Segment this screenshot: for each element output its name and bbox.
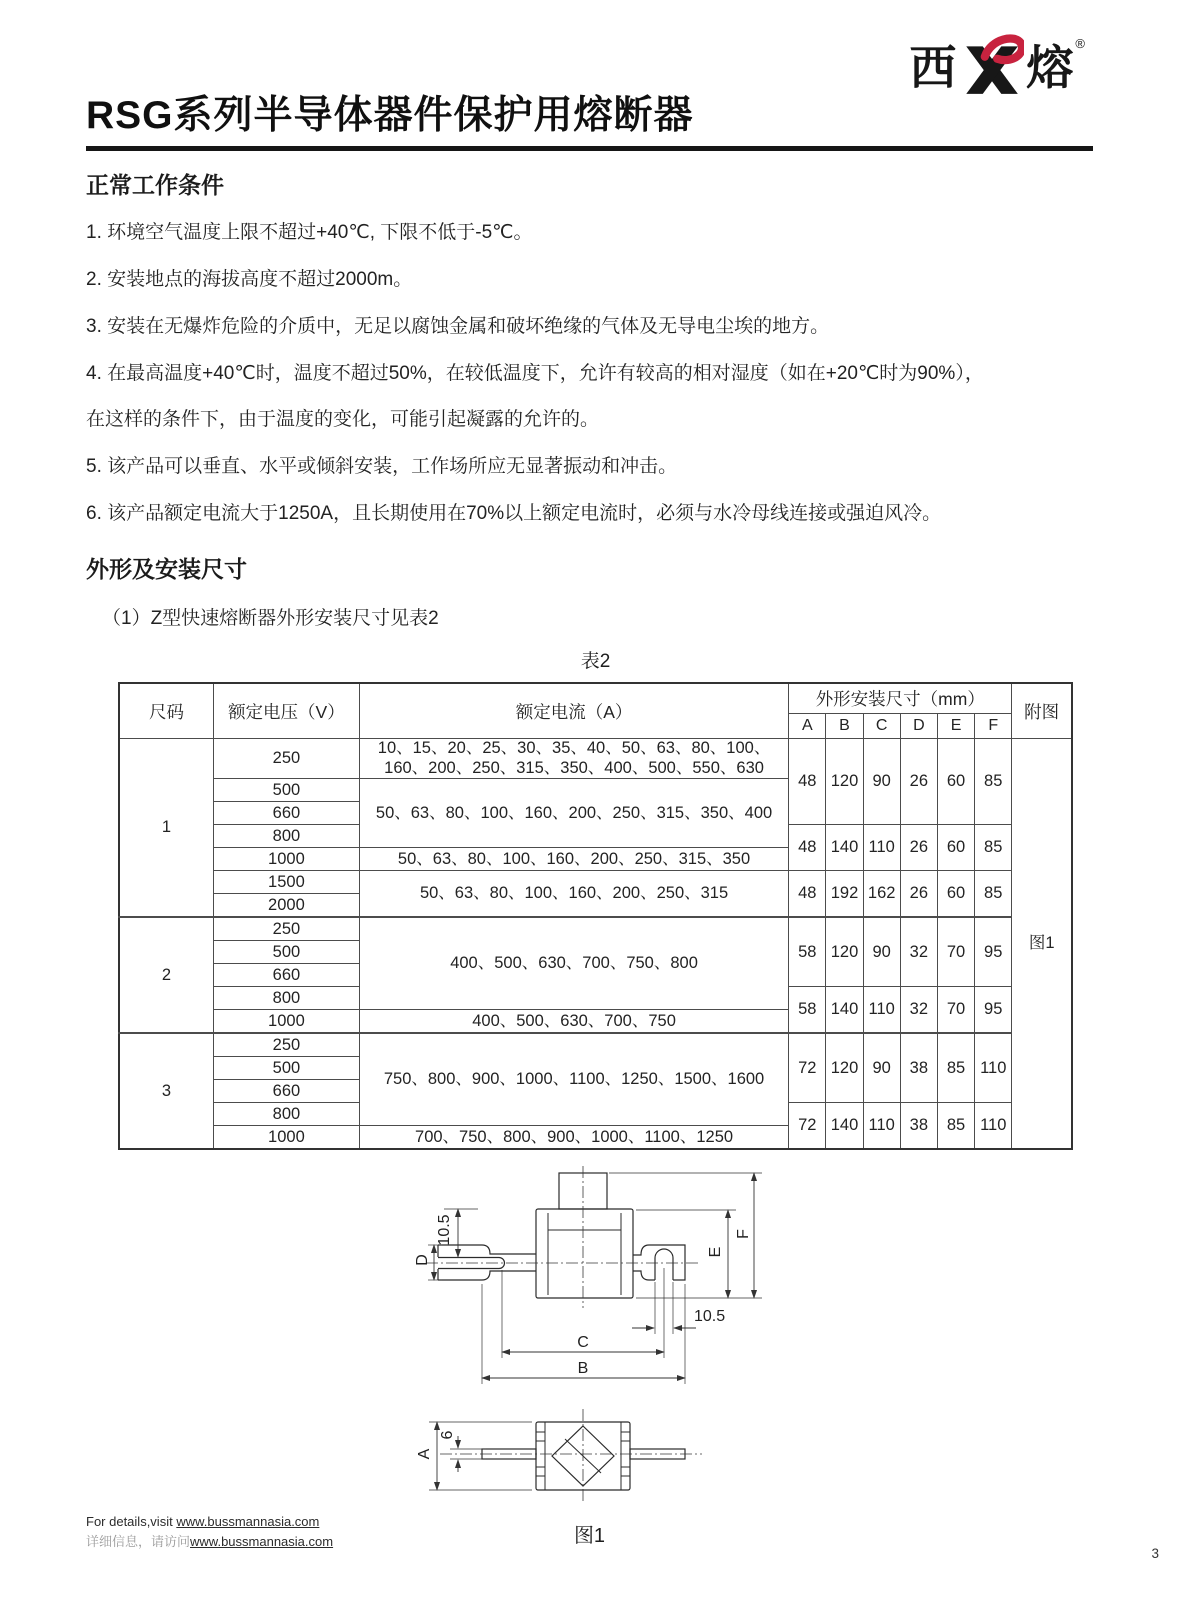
voltage-cell: 1000 <box>213 848 359 871</box>
dim-cell: 90 <box>863 917 900 987</box>
footer-en-text: For details,visit <box>86 1514 177 1529</box>
col-header-size: 尺码 <box>119 683 213 739</box>
dim-label-d: D <box>414 1254 431 1267</box>
dimension-spec-table <box>118 682 1073 1150</box>
dim-cell: 120 <box>826 1033 863 1103</box>
footer-url-cn[interactable]: www.bussmannasia.com <box>190 1534 334 1550</box>
logo-char-xi: 西 <box>909 40 957 94</box>
current-cell: 400、500、630、700、750、800 <box>359 917 788 1010</box>
dim-cell: 140 <box>826 1103 863 1150</box>
condition-item: 1. 环境空气温度上限不超过+40℃, 下限不低于-5℃。 <box>86 222 533 244</box>
dim-cell: 48 <box>789 739 826 825</box>
dim-cell: 26 <box>900 825 937 871</box>
col-header-current: 额定电流（A） <box>359 683 788 739</box>
dim-cell: 38 <box>900 1033 937 1103</box>
table-caption: 表2 <box>580 651 611 673</box>
footer-url-en[interactable]: www.bussmannasia.com <box>176 1514 320 1529</box>
dim-cell: 60 <box>937 825 974 871</box>
figure1-drawing <box>415 1160 765 1510</box>
voltage-cell: 660 <box>213 802 359 825</box>
condition-item: 2. 安装地点的海拔高度不超过2000m。 <box>86 269 413 291</box>
table2-wrapper <box>118 646 1073 1150</box>
dim-cell: 110 <box>863 1103 900 1150</box>
dim-cell: 140 <box>826 987 863 1034</box>
logo-xr-icon <box>958 34 1024 100</box>
dim-cell: 48 <box>789 825 826 871</box>
dim-cell: 72 <box>789 1033 826 1103</box>
dim-cell: 140 <box>826 825 863 871</box>
figure-caption: 图1 <box>573 1525 606 1548</box>
dim-label-6: 6 <box>438 1430 456 1440</box>
dim-label-b: B <box>577 1360 588 1378</box>
figure1-container <box>415 1160 765 1548</box>
dim-cell: 26 <box>900 871 937 918</box>
voltage-cell: 1000 <box>213 1126 359 1150</box>
current-cell: 750、800、900、1000、1100、1250、1500、1600 <box>359 1033 788 1126</box>
col-header-dims: 外形安装尺寸（mm） <box>789 683 1012 714</box>
voltage-cell: 500 <box>213 1057 359 1080</box>
dim-label-a: A <box>415 1448 433 1460</box>
dim-cell: 58 <box>789 987 826 1034</box>
dim-cell: 60 <box>937 871 974 918</box>
figure-ref-cell: 图1 <box>1012 739 1072 1149</box>
dim-cell: 38 <box>900 1103 937 1150</box>
dim-cell: 110 <box>975 1033 1012 1103</box>
dim-label-c: C <box>576 1334 589 1352</box>
size-code-cell: 1 <box>119 739 213 917</box>
col-header-voltage: 额定电压（V） <box>213 683 359 739</box>
dim-cell: 70 <box>937 987 974 1034</box>
col-header-figure: 附图 <box>1012 683 1072 739</box>
dim-label-10-5-left: 10.5 <box>435 1214 453 1246</box>
condition-item: 在这样的条件下，由于温度的变化，可能引起凝露的允许的。 <box>86 409 600 431</box>
voltage-cell: 800 <box>213 987 359 1010</box>
dim-cell: 85 <box>975 825 1012 871</box>
dim-cell: 110 <box>863 987 900 1034</box>
dim-cell: 85 <box>937 1103 974 1150</box>
size-code-cell: 3 <box>119 1033 213 1149</box>
voltage-cell: 250 <box>213 1033 359 1057</box>
condition-item: 5. 该产品可以垂直、水平或倾斜安装，工作场所应无显著振动和冲击。 <box>86 456 678 478</box>
current-cell: 10、15、20、25、30、35、40、50、63、80、100、160、200、250、315、350、400、500、550、630 <box>359 739 788 779</box>
dim-col-B: B <box>826 714 863 739</box>
condition-item: 3. 安装在无爆炸危险的介质中，无足以腐蚀金属和破坏绝缘的气体及无导电尘埃的地方。 <box>86 315 830 337</box>
dim-label-10-5-right: 10.5 <box>693 1308 725 1326</box>
dim-cell: 95 <box>975 987 1012 1034</box>
dim-cell: 72 <box>789 1103 826 1150</box>
current-cell: 400、500、630、700、750 <box>359 1010 788 1034</box>
logo-char-rong: 熔 <box>1026 40 1074 94</box>
voltage-cell: 800 <box>213 1103 359 1126</box>
dim-cell: 26 <box>900 739 937 825</box>
dim-cell: 110 <box>863 825 900 871</box>
voltage-cell: 1500 <box>213 871 359 894</box>
dim-col-C: C <box>863 714 900 739</box>
dim-label-f: F <box>734 1229 752 1240</box>
voltage-cell: 500 <box>213 941 359 964</box>
outline-subtitle: （1）Z型快速熔断器外形安装尺寸见表2 <box>102 608 439 630</box>
dim-cell: 95 <box>975 917 1012 987</box>
brand-logo <box>909 34 1085 100</box>
dim-cell: 48 <box>789 871 826 918</box>
dim-cell: 70 <box>937 917 974 987</box>
dim-cell: 90 <box>863 739 900 825</box>
registered-mark: ® <box>1075 36 1085 51</box>
dim-cell: 162 <box>863 871 900 918</box>
voltage-cell: 250 <box>213 917 359 941</box>
current-cell: 50、63、80、100、160、200、250、315、350、400 <box>359 779 788 848</box>
dim-col-D: D <box>900 714 937 739</box>
condition-item: 6. 该产品额定电流大于1250A，且长期使用在70%以上额定电流时，必须与水冷母线连接或强迫风冷。 <box>86 503 942 525</box>
footer-line-cn <box>86 1532 333 1552</box>
dim-cell: 58 <box>789 917 826 987</box>
section-conditions-title: 正常工作条件 <box>86 171 224 198</box>
title-rule <box>86 146 1093 151</box>
dim-cell: 85 <box>937 1033 974 1103</box>
current-cell: 700、750、800、900、1000、1100、1250 <box>359 1126 788 1150</box>
dim-col-A: A <box>789 714 826 739</box>
voltage-cell: 500 <box>213 779 359 802</box>
dim-cell: 110 <box>975 1103 1012 1150</box>
footer-line-en <box>86 1512 333 1532</box>
section-outline-title: 外形及安装尺寸 <box>86 555 247 582</box>
dim-cell: 32 <box>900 917 937 987</box>
voltage-cell: 660 <box>213 1080 359 1103</box>
condition-item: 4. 在最高温度+40℃时，温度不超过50%，在较低温度下，允许有较高的相对湿度（如在+20℃时为90%）， <box>86 362 984 384</box>
page-footer <box>86 1512 333 1552</box>
dim-cell: 60 <box>937 739 974 825</box>
voltage-cell: 1000 <box>213 1010 359 1034</box>
dim-cell: 90 <box>863 1033 900 1103</box>
dim-col-F: F <box>975 714 1012 739</box>
dim-label-e: E <box>706 1246 724 1258</box>
current-cell: 50、63、80、100、160、200、250、315、350 <box>359 848 788 871</box>
voltage-cell: 800 <box>213 825 359 848</box>
size-code-cell: 2 <box>119 917 213 1033</box>
page-number: 3 <box>1151 1546 1159 1561</box>
dim-cell: 85 <box>975 871 1012 918</box>
page-title: RSG系列半导体器件保护用熔断器 <box>86 94 694 137</box>
footer-cn-text: 详细信息，请访问 <box>86 1534 191 1550</box>
voltage-cell: 2000 <box>213 894 359 918</box>
dim-col-E: E <box>937 714 974 739</box>
voltage-cell: 250 <box>213 739 359 779</box>
dim-cell: 192 <box>826 871 863 918</box>
voltage-cell: 660 <box>213 964 359 987</box>
current-cell: 50、63、80、100、160、200、250、315 <box>359 871 788 918</box>
dim-cell: 85 <box>975 739 1012 825</box>
dim-cell: 120 <box>826 739 863 825</box>
dim-cell: 120 <box>826 917 863 987</box>
dim-cell: 32 <box>900 987 937 1034</box>
